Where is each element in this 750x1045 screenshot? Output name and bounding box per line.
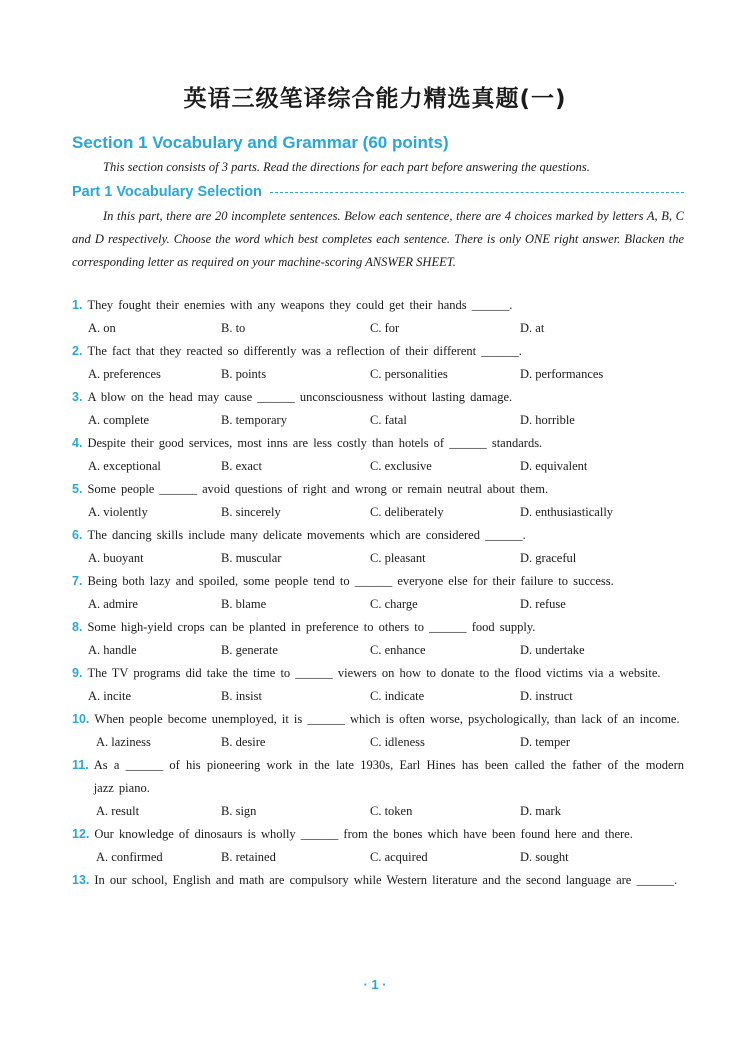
- answer-option[interactable]: B. temporary: [221, 413, 287, 427]
- question-number: 11.: [72, 758, 89, 772]
- page-title: 英语三级笔译综合能力精选真题(一): [183, 86, 567, 112]
- dashed-divider: [270, 192, 684, 193]
- answer-options: [72, 846, 684, 869]
- question-number: 4.: [72, 436, 83, 450]
- question-text: Our knowledge of dinosaurs is wholly ______ from the bones which have been found here and there.: [94, 827, 633, 841]
- answer-option[interactable]: D. horrible: [520, 413, 575, 427]
- answer-option[interactable]: C. fatal: [370, 413, 407, 427]
- question-item: [72, 823, 684, 846]
- answer-option[interactable]: A. on: [88, 321, 116, 335]
- question-item: [72, 754, 684, 800]
- question-text: Being both lazy and spoiled, some people tend to ______ everyone else for their failure to success.: [87, 574, 614, 588]
- question-item: [72, 570, 684, 593]
- part-directions: In this part, there are 20 incomplete sentences. Below each sentence, there are 4 choices marked by letters A, B, C and D respectively. Choose the word which best completes each sentence. There is only ONE right answer. Blacken the corresponding letter as required on your machine-scoring ANSWER SHEET.: [72, 209, 684, 269]
- answer-options: [72, 547, 684, 570]
- question-item: [72, 616, 684, 639]
- answer-options: [72, 363, 684, 386]
- answer-option[interactable]: B. retained: [221, 850, 276, 864]
- answer-option[interactable]: C. pleasant: [370, 551, 426, 565]
- answer-option[interactable]: D. graceful: [520, 551, 577, 565]
- answer-option[interactable]: C. token: [370, 804, 413, 818]
- answer-option[interactable]: D. undertake: [520, 643, 585, 657]
- answer-option[interactable]: C. acquired: [370, 850, 428, 864]
- answer-option[interactable]: A. preferences: [88, 367, 161, 381]
- question-number: 12.: [72, 827, 90, 841]
- answer-option[interactable]: D. enthusiastically: [520, 505, 614, 519]
- answer-option[interactable]: A. laziness: [96, 735, 151, 749]
- question-text: When people become unemployed, it is ______ which is often worse, psychologically, than lack of an income.: [94, 712, 680, 726]
- answer-option[interactable]: A. complete: [88, 413, 150, 427]
- question-list: [72, 294, 684, 892]
- question-number: 9.: [72, 666, 83, 680]
- answer-option[interactable]: C. idleness: [370, 735, 425, 749]
- answer-option[interactable]: B. blame: [221, 597, 267, 611]
- answer-option[interactable]: D. equivalent: [520, 459, 588, 473]
- question-number: 3.: [72, 390, 83, 404]
- question-number: 6.: [72, 528, 83, 542]
- question-item: [72, 432, 684, 455]
- question-number: 7.: [72, 574, 83, 588]
- question-text: In our school, English and math are compulsory while Western literature and the second language are ______.: [94, 873, 678, 887]
- answer-option[interactable]: B. muscular: [221, 551, 282, 565]
- answer-option[interactable]: D. refuse: [520, 597, 566, 611]
- answer-option[interactable]: D. temper: [520, 735, 570, 749]
- question-number: 1.: [72, 298, 83, 312]
- question-item: [72, 662, 684, 685]
- answer-option[interactable]: D. sought: [520, 850, 569, 864]
- question-text: They fought their enemies with any weapons they could get their hands ______.: [87, 298, 513, 312]
- answer-option[interactable]: B. sign: [221, 804, 257, 818]
- answer-option[interactable]: B. insist: [221, 689, 262, 703]
- answer-option[interactable]: D. at: [520, 321, 545, 335]
- answer-option[interactable]: C. enhance: [370, 643, 426, 657]
- question-text: Some high-yield crops can be planted in preference to others to ______ food supply.: [87, 620, 536, 634]
- question-item: [72, 386, 684, 409]
- answer-option[interactable]: B. sincerely: [221, 505, 281, 519]
- answer-option[interactable]: A. result: [96, 804, 140, 818]
- answer-options: [72, 685, 684, 708]
- question-text: The fact that they reacted so differently was a reflection of their different ______.: [87, 344, 522, 358]
- answer-option[interactable]: A. incite: [88, 689, 132, 703]
- answer-options: [72, 731, 684, 754]
- answer-options: [72, 501, 684, 524]
- question-number: 13.: [72, 873, 90, 887]
- answer-options: [72, 593, 684, 616]
- answer-option[interactable]: A. handle: [88, 643, 137, 657]
- question-text: The TV programs did take the time to ______ viewers on how to donate to the flood victims via a website.: [87, 666, 661, 680]
- answer-option[interactable]: A. buoyant: [88, 551, 144, 565]
- question-number: 5.: [72, 482, 83, 496]
- answer-option[interactable]: C. deliberately: [370, 505, 444, 519]
- question-text: As a ______ of his pioneering work in the late 1930s, Earl Hines has been called the father of the modern jazz piano.: [93, 758, 684, 795]
- answer-option[interactable]: C. personalities: [370, 367, 448, 381]
- answer-option[interactable]: A. confirmed: [96, 850, 163, 864]
- question-item: [72, 708, 684, 731]
- question-item: [72, 294, 684, 317]
- answer-option[interactable]: B. desire: [221, 735, 266, 749]
- question-item: [72, 478, 684, 501]
- part-heading: Part 1 Vocabulary Selection: [72, 184, 262, 200]
- question-number: 8.: [72, 620, 83, 634]
- question-item: [72, 869, 684, 892]
- answer-option[interactable]: B. generate: [221, 643, 278, 657]
- answer-option[interactable]: A. exceptional: [88, 459, 161, 473]
- answer-option[interactable]: A. admire: [88, 597, 138, 611]
- question-text: The dancing skills include many delicate movements which are considered ______.: [87, 528, 526, 542]
- part-header: [72, 184, 684, 200]
- answer-options: [72, 800, 684, 823]
- question-item: [72, 340, 684, 363]
- answer-option[interactable]: C. for: [370, 321, 400, 335]
- answer-option[interactable]: D. mark: [520, 804, 561, 818]
- question-item: [72, 524, 684, 547]
- answer-option[interactable]: D. instruct: [520, 689, 573, 703]
- question-text: Despite their good services, most inns are less costly than hotels of ______ standards.: [87, 436, 543, 450]
- answer-option[interactable]: B. to: [221, 321, 246, 335]
- page-number: · 1 ·: [363, 977, 387, 992]
- answer-option[interactable]: C. charge: [370, 597, 418, 611]
- question-number: 2.: [72, 344, 83, 358]
- answer-option[interactable]: C. indicate: [370, 689, 425, 703]
- section-heading: Section 1 Vocabulary and Grammar (60 points): [72, 133, 449, 152]
- answer-options: [72, 639, 684, 662]
- section-description: This section consists of 3 parts. Read the directions for each part before answering the questions.: [103, 160, 590, 174]
- answer-options: [72, 317, 684, 340]
- answer-option[interactable]: B. points: [221, 367, 267, 381]
- answer-options: [72, 409, 684, 432]
- answer-option[interactable]: A. violently: [88, 505, 148, 519]
- question-text: A blow on the head may cause ______ unconsciousness without lasting damage.: [87, 390, 513, 404]
- answer-option[interactable]: B. exact: [221, 459, 262, 473]
- answer-option[interactable]: C. exclusive: [370, 459, 432, 473]
- question-number: 10.: [72, 712, 90, 726]
- question-text: Some people ______ avoid questions of right and wrong or remain neutral about them.: [87, 482, 549, 496]
- answer-options: [72, 455, 684, 478]
- answer-option[interactable]: D. performances: [520, 367, 604, 381]
